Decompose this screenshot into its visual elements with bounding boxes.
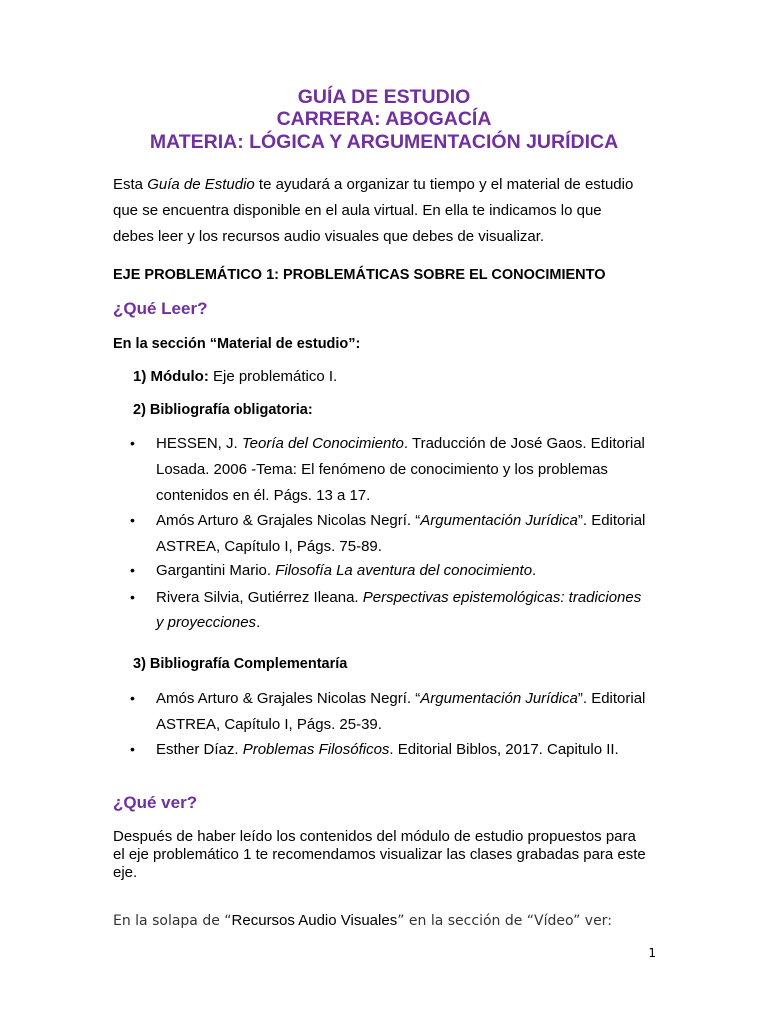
ref-author: HESSEN, J. bbox=[156, 435, 242, 452]
que-ver-heading: ¿Qué ver? bbox=[113, 793, 198, 812]
paragraph-line: eje. bbox=[113, 864, 138, 881]
que-leer-heading: ¿Qué Leer? bbox=[113, 299, 208, 318]
biblio-complementaria-heading: 3) Bibliografía Complementaría bbox=[133, 656, 348, 672]
intro-italic: Guía de Estudio bbox=[147, 176, 255, 193]
ref-author: Rivera Silvia, Gutiérrez Ileana. bbox=[156, 589, 363, 606]
intro-text: Esta bbox=[113, 176, 148, 193]
bullet-icon: • bbox=[130, 562, 135, 578]
bullet-icon: • bbox=[130, 741, 135, 757]
ref-author: Gargantini Mario. bbox=[156, 562, 276, 579]
ref-detail: . bbox=[532, 562, 537, 579]
bullet-icon: • bbox=[130, 589, 135, 605]
modulo-item bbox=[133, 368, 337, 385]
ref-title: Argumentación Jurídica bbox=[420, 512, 578, 529]
intro-line: debes leer y los recursos audio visuales que debes de visualizar. bbox=[113, 228, 545, 245]
ref-detail: ASTREA, Capítulo I, Págs. 25-39. bbox=[156, 716, 382, 733]
ref-author: Amós Arturo & Grajales Nicolas Negrí. “ bbox=[156, 690, 421, 707]
subject-title: MATERIA: LÓGICA Y ARGUMENTACIÓN JURÍDICA bbox=[149, 131, 619, 153]
ref-title: Filosofía La aventura del conocimiento bbox=[275, 562, 533, 579]
ref-detail: Losada. 2006 -Tema: El fenómeno de conocimiento y los problemas bbox=[156, 461, 608, 478]
recursos-line bbox=[113, 912, 612, 929]
ref-detail: ASTREA, Capítulo I, Págs. 75-89. bbox=[156, 538, 382, 555]
page-number: 1 bbox=[648, 946, 656, 960]
biblio-obligatoria-heading: 2) Bibliografía obligatoria: bbox=[133, 402, 313, 418]
paragraph-line: el eje problemático 1 te recomendamos visualizar las clases grabadas para este bbox=[113, 846, 646, 863]
recursos-text: En la solapa de “ bbox=[113, 913, 232, 929]
intro-line: que se encuentra disponible en el aula virtual. En ella te indicamos lo que bbox=[113, 202, 602, 219]
ref-detail: contenidos en él. Págs. 13 a 17. bbox=[156, 487, 371, 504]
modulo-value: Eje problemático I. bbox=[208, 368, 338, 385]
ref-title: y proyecciones bbox=[156, 614, 257, 631]
eje-title: EJE PROBLEMÁTICO 1: PROBLEMÁTICAS SOBRE EL CONOCIMIENTO bbox=[113, 267, 606, 283]
ref-title: Teoría del Conocimiento bbox=[241, 435, 404, 452]
bullet-icon: • bbox=[130, 512, 135, 528]
ref-detail: ”. Editorial bbox=[577, 512, 646, 529]
career-title: CARRERA: ABOGACÍA bbox=[276, 108, 492, 130]
ref-detail: ”. Editorial bbox=[577, 690, 646, 707]
bullet-icon: • bbox=[130, 435, 135, 451]
ref-title: Perspectivas epistemológicas: tradiciones bbox=[362, 589, 642, 606]
ref-detail: . Editorial Biblos, 2017. Capitulo II. bbox=[389, 741, 619, 758]
guide-title: GUÍA DE ESTUDIO bbox=[297, 86, 471, 108]
ref-title: Argumentación Jurídica bbox=[420, 690, 578, 707]
ref-detail: . Traducción de José Gaos. Editorial bbox=[403, 435, 645, 452]
ref-author: Esther Díaz. bbox=[156, 741, 243, 758]
seccion-label: En la sección “Material de estudio”: bbox=[113, 336, 361, 352]
ref-detail: . bbox=[256, 614, 261, 631]
ref-title: Problemas Filosóficos bbox=[242, 741, 390, 758]
paragraph-line: Después de haber leído los contenidos del módulo de estudio propuestos para bbox=[113, 828, 636, 845]
ref-author: Amós Arturo & Grajales Nicolas Negrí. “ bbox=[156, 512, 421, 529]
recursos-text: ” en la sección de “Vídeo” ver: bbox=[397, 913, 612, 929]
modulo-label: 1) Módulo: bbox=[133, 368, 209, 385]
recursos-label: Recursos Audio Visuales bbox=[231, 912, 398, 929]
intro-text: te ayudará a organizar tu tiempo y el material de estudio bbox=[254, 176, 634, 193]
bullet-icon: • bbox=[130, 690, 135, 706]
